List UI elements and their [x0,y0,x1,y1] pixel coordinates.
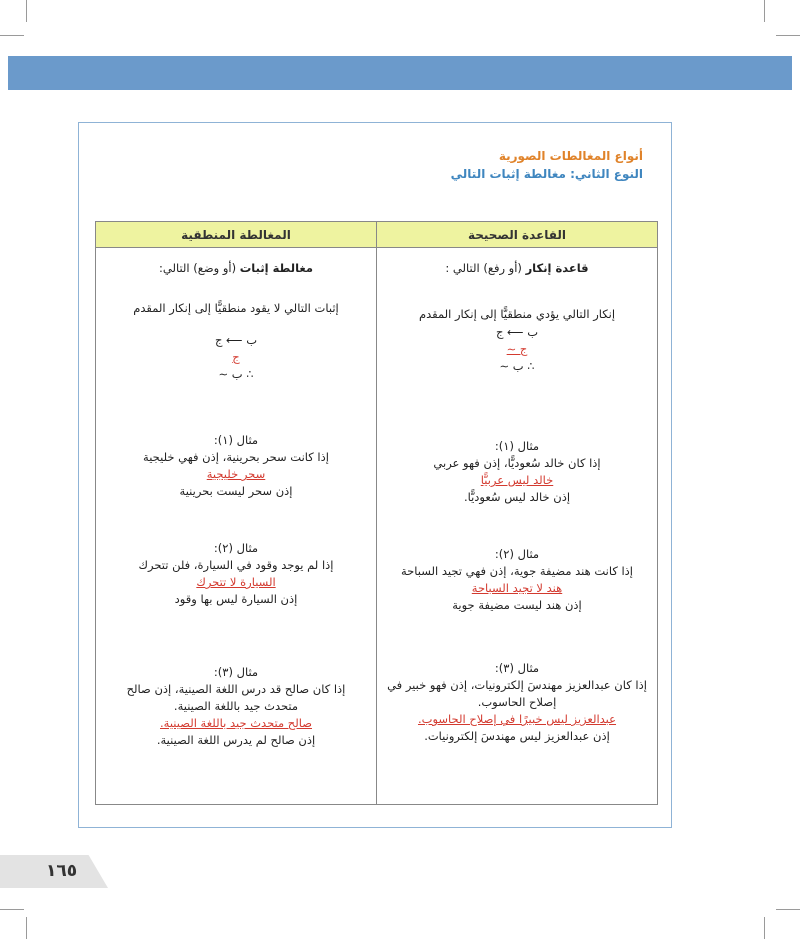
schema-major: ب ⟵ ج [495,325,539,339]
example-premise: إذا لم يوجد وقود في السيارة، فلن تتحرك [138,558,334,572]
schema-conclusion: ∴ ب ∽ [218,367,254,381]
example-title: مثال (٢): [213,541,259,555]
example-2 [377,546,657,614]
example-premise: إذا كان خالد سُعوديًّا، إذن فهو عربي [433,456,601,470]
crop-mark [776,35,800,36]
schema [96,332,376,383]
example-conclusion: إذن عبدالعزيز ليس مهندسَ إلكترونيات. [424,729,610,743]
crop-mark [0,909,24,910]
fallacy-column [96,248,377,805]
example-minor: هند لا تجيد السباحة [471,581,563,595]
example-minor: عبدالعزيز ليس خبيرًا في إصلاح الحاسوب. [417,712,617,726]
crop-mark [764,0,765,22]
example-title: مثال (٢): [494,547,540,561]
header-correct-rule: القاعدة الصحيحة [377,222,658,248]
comparison-table [95,221,658,805]
schema-conclusion: ∴ ب ∽ [499,359,535,373]
example-minor: السيارة لا تتحرك [196,575,276,589]
crop-mark [0,35,24,36]
schema-minor: ج ∽ [506,342,528,356]
rule-qualifier: (أو وضع) التالي: [158,261,240,275]
example-title: مثال (١): [494,439,540,453]
rule-statement [377,260,657,277]
example-premise: إذا كان عبدالعزيز مهندسَ إلكترونيات، إذن فهو خبير في إصلاح الحاسوب. [387,678,647,709]
example-conclusion: إذن هند ليست مضيفة جوية [452,598,582,612]
example-title: مثال (١): [213,433,259,447]
rule-name: مغالطة إثبات [239,261,314,275]
example-3 [377,660,657,745]
page-number: ١٦٥ [46,861,78,881]
example-minor: خالد ليس عربيًّا [480,473,554,487]
header-banner [8,56,792,90]
example-conclusion: إذن سحر ليست بحرينية [179,484,293,498]
rule-statement [96,260,376,277]
heading-title: أنواع المغالطات الصورية [498,149,643,163]
schema [377,324,657,375]
schema-minor: ج [232,350,240,364]
crop-mark [764,917,765,939]
example-title: مثال (٣): [213,665,259,679]
example-3 [96,664,376,749]
example-minor: صالح متحدث جيد باللغة الصينية. [160,716,312,730]
example-premise: إذا كانت سحر بحرينية، إذن فهي خليجية [143,450,329,464]
example-premise: إذا كانت هند مضيفة جوية، إذن فهي تجيد السباحة [401,564,633,578]
example-title: مثال (٣): [494,661,540,675]
rule-qualifier: (أو رفع) التالي : [445,261,526,275]
crop-mark [26,917,27,939]
schema-major: ب ⟵ ج [214,333,258,347]
rule-principle: إثبات التالي لا يقود منطقيًّا إلى إنكار المقدم [133,301,339,315]
crop-mark [26,0,27,22]
heading-subtitle: النوع الثاني: مغالطة إثبات التالي [450,167,643,181]
example-conclusion: إذن السيارة ليس بها وقود [174,592,298,606]
example-1 [377,438,657,506]
content-frame [78,122,672,828]
example-conclusion: إذن خالد ليس سُعوديًّا. [463,490,571,504]
crop-mark [776,909,800,910]
example-premise: إذا كان صالح قد درس اللغة الصينية، إذن صالح متحدث جيد باللغة الصينية. [126,682,346,713]
rule-name: قاعدة إنكار [525,261,589,275]
correct-rule-column [377,248,658,805]
header-logical-fallacy: المغالطة المنطقية [96,222,377,248]
example-minor: سحر خليجية [206,467,266,481]
example-1 [96,432,376,500]
example-2 [96,540,376,608]
example-conclusion: إذن صالح لم يدرس اللغة الصينية. [156,733,316,747]
section-heading [451,147,643,183]
rule-principle: إنكار التالي يؤدي منطقيًّا إلى إنكار المقدم [418,307,616,321]
